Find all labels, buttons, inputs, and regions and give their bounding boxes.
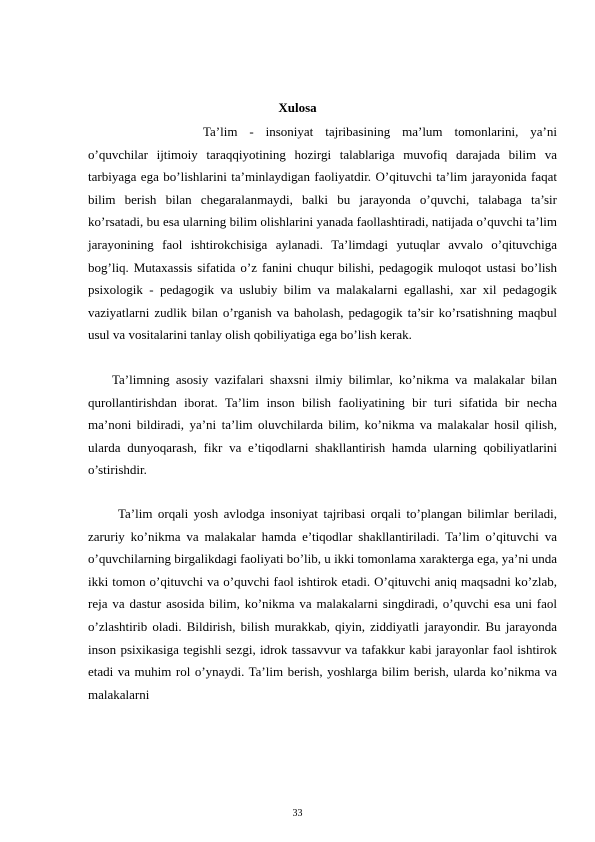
paragraph-1: Ta’lim - insoniyat tajribasining ma’lum tomonlarini, ya’ni o’quvchilar ijtimoiy taraqqiyotining hozirgi talablariga muvofiq darajada bilim va tarbiyaga ega bo’lishlarini ta’minlaydigan faoliyatdir. O’qituvchi ta’lim jarayonida faqat bilim berish bilan chegaralanmaydi, balki bu jarayonda o’quvchi, talabaga ta’sir ko’rsatadi, bu esa ularning bilim olishlarini yanada faollashtiradi, natijada o’quvchi ta’lim jarayonining faol ishtirokchisiga aylanadi. Ta’limdagi yutuqlar avvalo o’qituvchiga bog’liq. Mutaxassis sifatida o’z fanini chuqur bilishi, pedagogik muloqot ustasi bo’lish psixologik - pedagogik va uslubiy bilim va malakalarni egallashi, xar xil pedagogik vaziyatlarni zudlik bilan o’rganish va baholash, pedagogik ta’sir ko’rsatishning maqbul usul va vositalarini tanlay olish qobiliyatiga ega bo’lish kerak. <box>88 124 557 343</box>
paragraph-2: Ta’limning asosiy vazifalari shaxsni ilmiy bilimlar, ko’nikma va malakalar bilan qurollantirishdan iborat. Ta’lim inson bilish faoliyatining bir turi sifatida bir necha ma’noni bildiradi, ya’ni ta’lim oluvchilarda bilim, ko’nikma va malakalar hosil qilish, ularda dunyoqarash, fikr va e’tiqodlarni shakllantirish hamda ularning qobiliyatlarini o’stirishdir. <box>88 372 557 478</box>
page-number: 33 <box>292 808 303 819</box>
paragraph-3: Ta’lim orqali yosh avlodga insoniyat tajribasi orqali to’plangan bilimlar beriladi, zaruriy ko’nikma va malakalar hamda e’tiqodlar shakllantiriladi. Ta’lim o’qituvchi va o’quvchilarning birgalikdagi faoliyati bo’lib, u ikki tomonlama xarakterga ega, ya’ni unda ikki tomon o’qituvchi va o’quvchi faol ishtirok etadi. O’qituvchi aniq maqsadni ko’zlab, reja va dastur asosida bilim, ko’nikma va malakalarni singdiradi, o’quvchi esa uni faol o’zlashtirib oladi. Bildirish, bilish murakkab, qiyin, ziddiyatli jarayondir. Bu jarayonda inson psixikasiga tegishli sezgi, idrok tassavvur va tafakkur kabi jarayonlar faol ishtirok etadi va muhim rol o’ynaydi. Ta’lim berish, yoshlarga bilim berish, ularda ko’nikma va malakalarni <box>88 506 557 702</box>
section-heading: Xulosa <box>278 100 317 115</box>
